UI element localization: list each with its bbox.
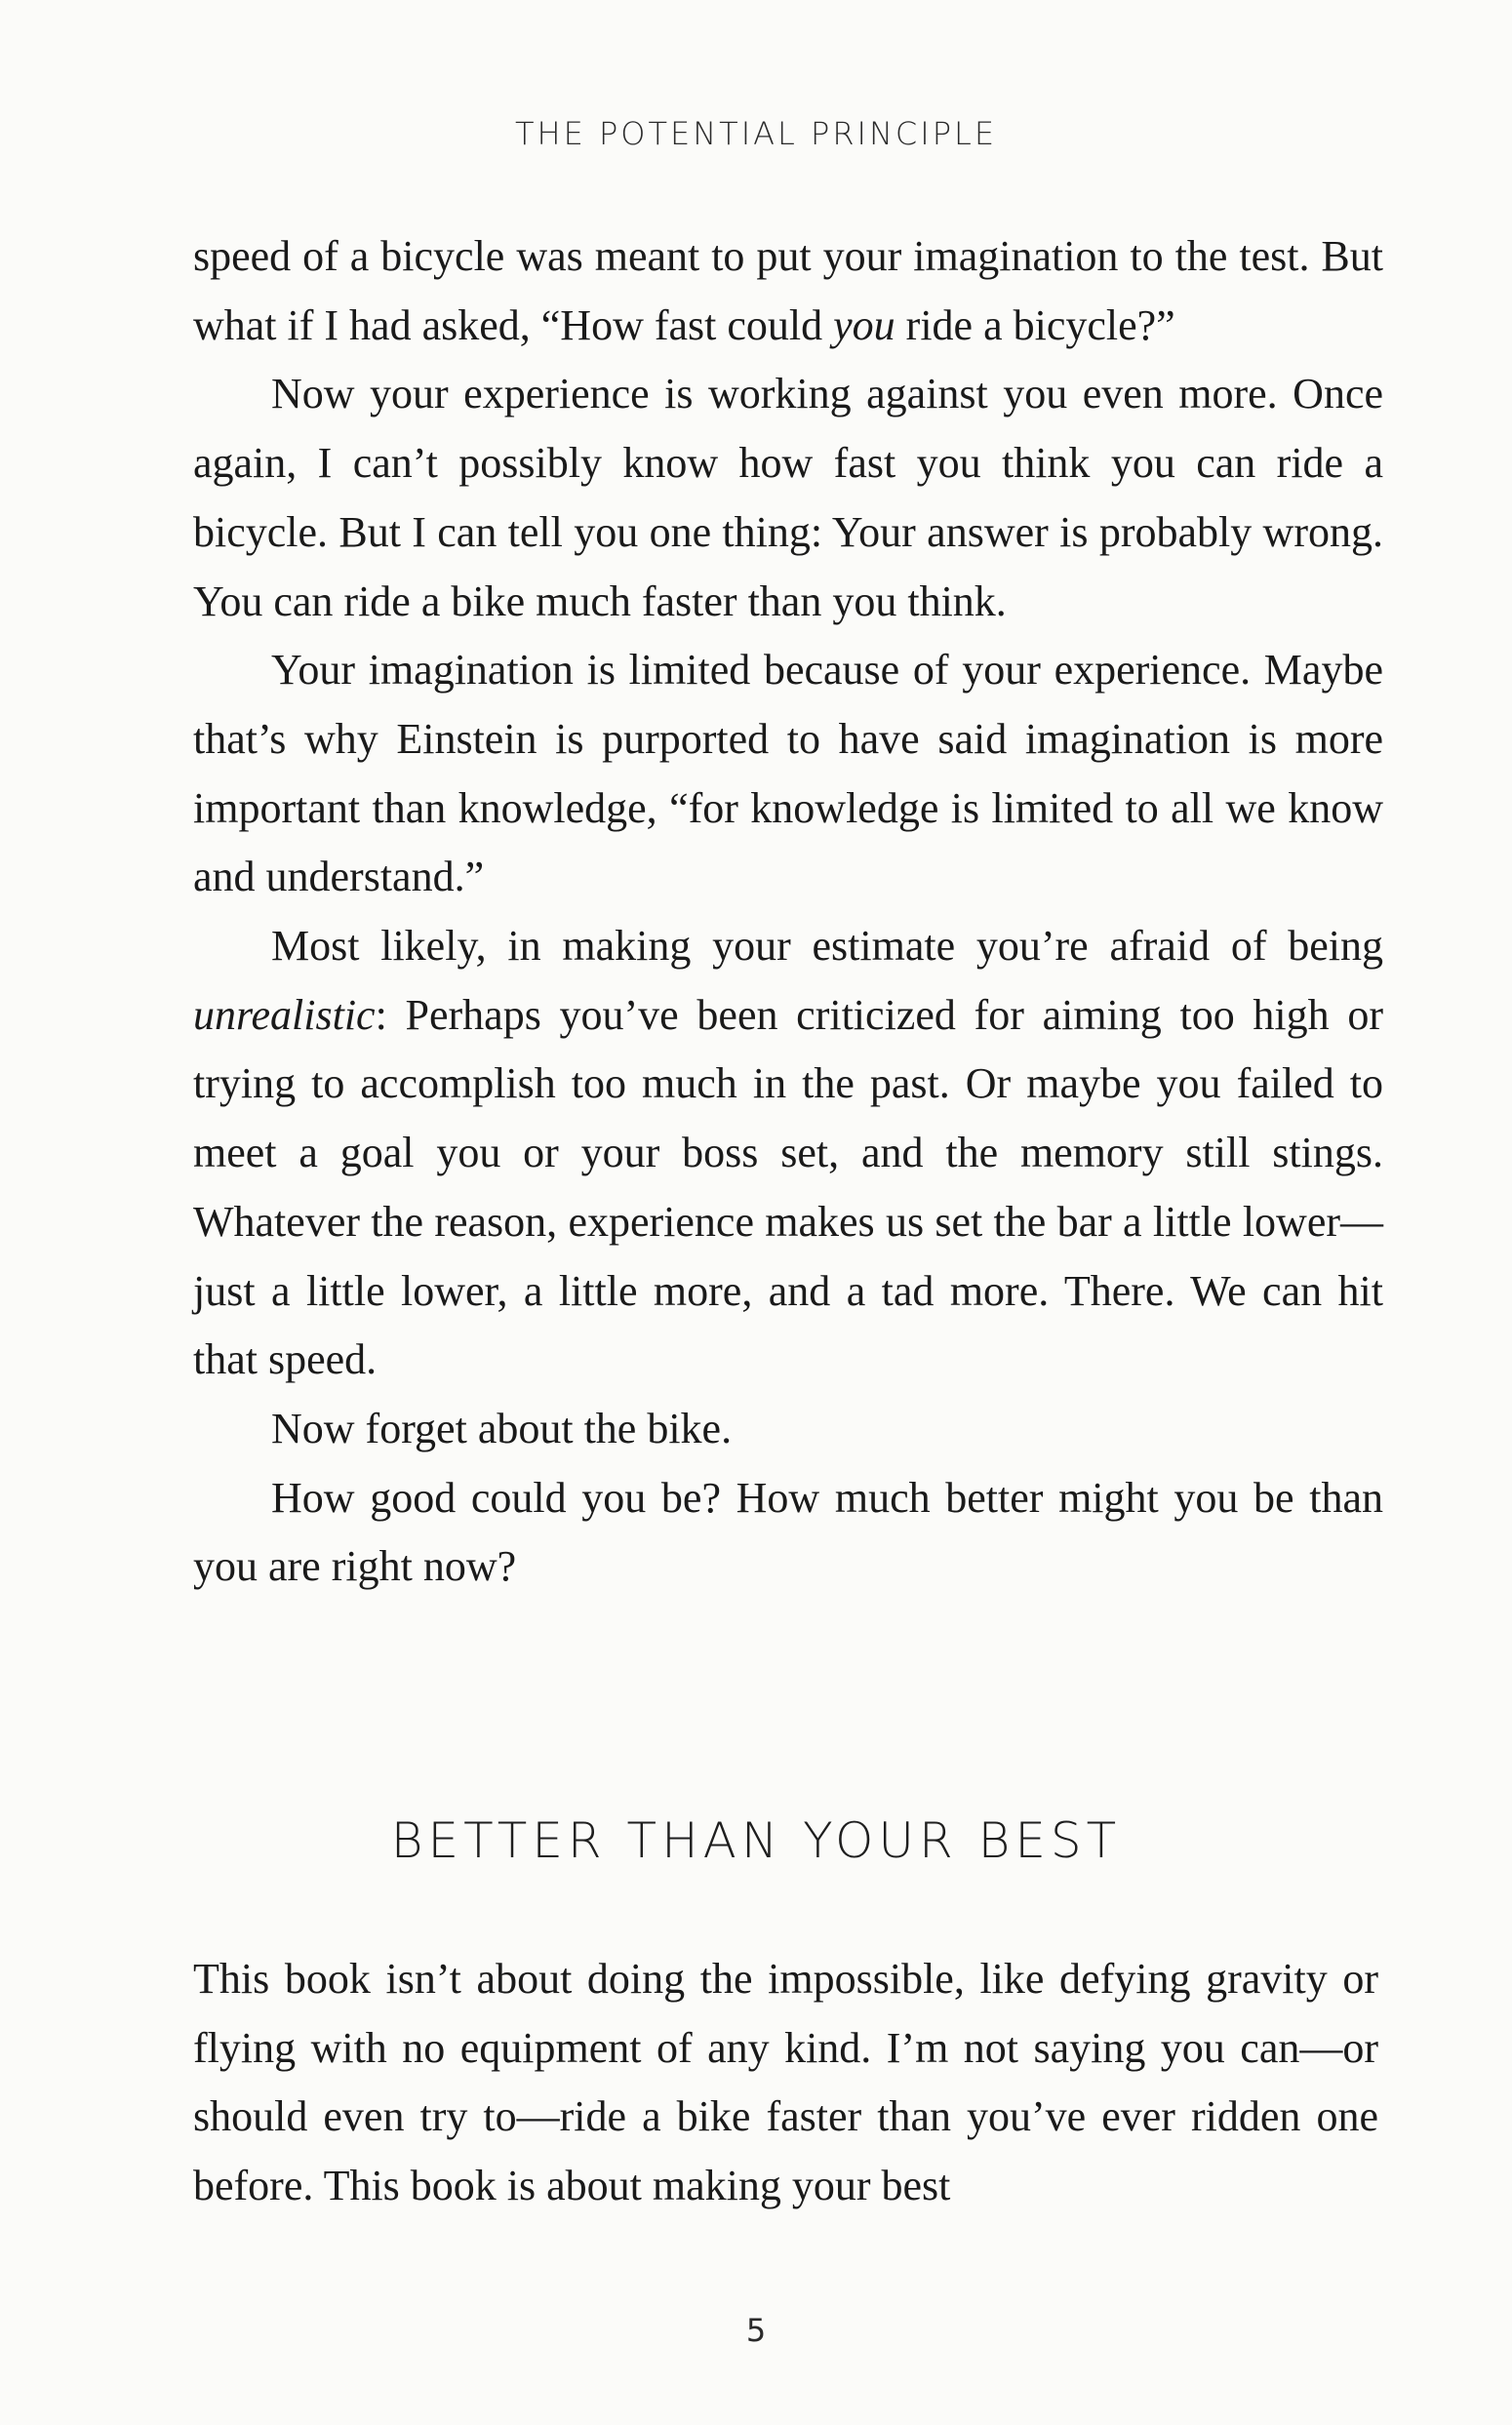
- paragraph-6: How good could you be? How much better might you be than you are right now?: [193, 1473, 1383, 1591]
- paragraph-4-emphasis: unrealistic: [193, 990, 376, 1039]
- section-paragraph: This book isn’t about doing the impossible, like defying gravity or flying with no equipment of any kind. I’m not saying you can—or should even try to—ride a bike faster than you’ve ever ridden one before. This book is about making your best: [193, 1955, 1378, 2210]
- paragraph-1: [193, 222, 1383, 360]
- paragraph-4-text-b: : Perhaps you’ve been criticized for aiming too high or trying to accomplish too much in the past. Or maybe you failed to meet a goal you or your boss set, and the memory still stings. Whatever the reason, experience makes us set the bar a little lower—just a little lower, a little more, and a tad more. There. We can hit that speed.: [193, 990, 1383, 1384]
- section-heading: BETTER THAN YOUR BEST: [390, 1812, 1122, 1869]
- paragraph-1-text-b: ride a bicycle?”: [895, 300, 1175, 349]
- paragraph-3: Your imagination is limited because of your experience. Maybe that’s why Einstein is purported to have said imagination is more important than knowledge, “for knowledge is limited to all we know and understand.”: [193, 646, 1383, 901]
- paragraph-4-text-a: Most likely, in making your estimate you’re afraid of being: [271, 922, 1383, 971]
- running-head: THE POTENTIAL PRINCIPLE: [514, 115, 998, 152]
- paragraph-5: Now forget about the bike.: [271, 1404, 733, 1452]
- paragraph-1-emphasis: you: [833, 300, 895, 349]
- section-text: [193, 1945, 1378, 2221]
- body-text: [193, 222, 1383, 1602]
- page-number: 5: [745, 2312, 767, 2349]
- paragraph-1-text-a: speed of a bicycle was meant to put your imagination to the test. But what if I had asked, “How fast could: [193, 232, 1383, 349]
- paragraph-4: [193, 912, 1383, 1395]
- paragraph-2: Now your experience is working against you even more. Once again, I can’t possibly know how fast you think you can ride a bicycle. But I can tell you one thing: Your answer is probably wrong. You can ride a bike much faster than you think.: [193, 370, 1383, 625]
